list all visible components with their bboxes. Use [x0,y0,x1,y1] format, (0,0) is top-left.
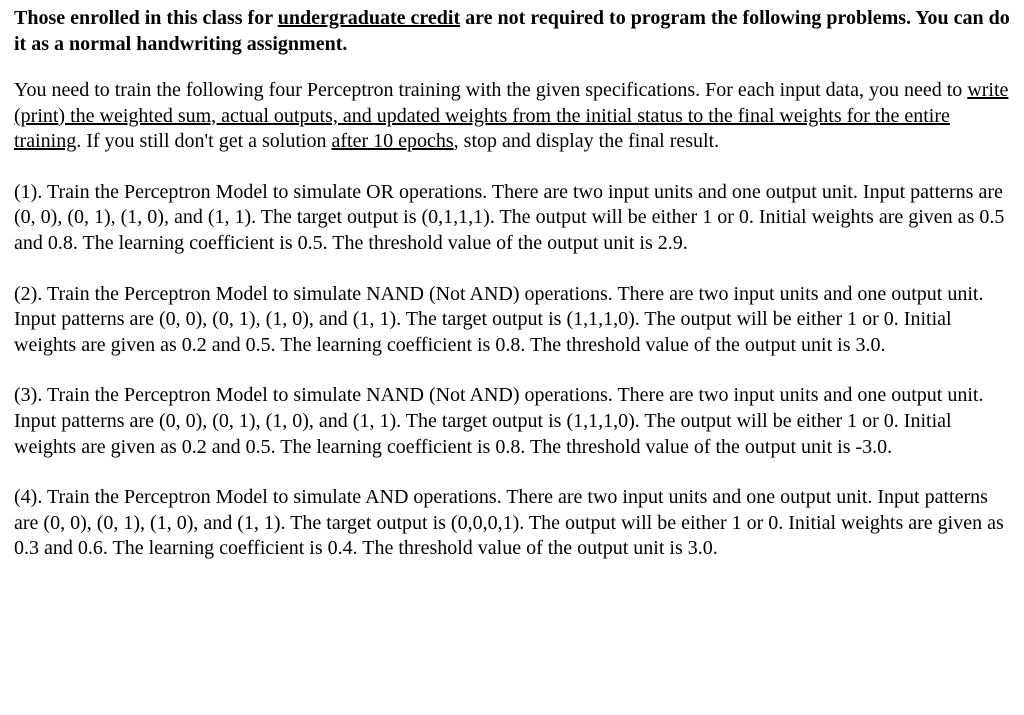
instructions-paragraph [14,78,1010,155]
spacer [14,460,1010,485]
instructions-text-middle: . If you still don't get a solution [76,130,332,153]
print-requirement-underlined: write (print) the weighted sum, actual outputs, and updated weights from the initial status to the final weights for the entire training [14,79,1009,153]
epoch-limit-underlined: after 10 epochs [331,130,454,153]
spacer [14,57,1010,78]
problem-2: (2). Train the Perceptron Model to simulate NAND (Not AND) operations. There are two input units and one output unit. Input patterns are (0, 0), (0, 1), (1, 0), and (1, 1). The target output is (1,1,1,0). The output will be either 1 or 0. Initial weights are given as 0.2 and 0.5. The learning coefficient is 0.8. The threshold value of the output unit is 3.0. [14,282,984,356]
instructions-text-end: , stop and display the final result. [453,130,720,153]
problem-3: (3). Train the Perceptron Model to simulate NAND (Not AND) operations. There are two input units and one output unit. Input patterns are (0, 0), (0, 1), (1, 0), and (1, 1). The target output is (1,1,1,0). The output will be either 1 or 0. Initial weights are given as 0.2 and 0.5. The learning coefficient is 0.8. The threshold value of the output unit is -3.0. [14,384,984,458]
spacer [14,358,1010,383]
note-text-end: are not required to program the following problems. You can do it as a normal handwriting assignment. [14,7,1010,55]
instructions-text-start: You need to train the following four Perceptron training with the given specifications. For each input data, you need to [14,79,968,101]
spacer [14,257,1010,282]
spacer [14,155,1010,180]
undergraduate-note [14,5,1010,57]
problem-1: (1). Train the Perceptron Model to simulate OR operations. There are two input units and one output unit. Input patterns are (0, 0), (0, 1), (1, 0), and (1, 1). The target output is (0,1,1,1). The output will be either 1 or 0. Initial weights are given as 0.5 and 0.8. The learning coefficient is 0.5. The threshold value of the output unit is 2.9. [14,180,1005,254]
note-text-start: Those enrolled in this class for [14,7,278,29]
undergraduate-credit-underlined: undergraduate credit [277,7,461,29]
problem-4: (4). Train the Perceptron Model to simulate AND operations. There are two input units and one output unit. Input patterns are (0, 0), (0, 1), (1, 0), and (1, 1). The target output is (0,0,0,1). The output will be either 1 or 0. Initial weights are given as 0.3 and 0.6. The learning coefficient is 0.4. The threshold value of the output unit is 3.0. [14,486,1004,560]
